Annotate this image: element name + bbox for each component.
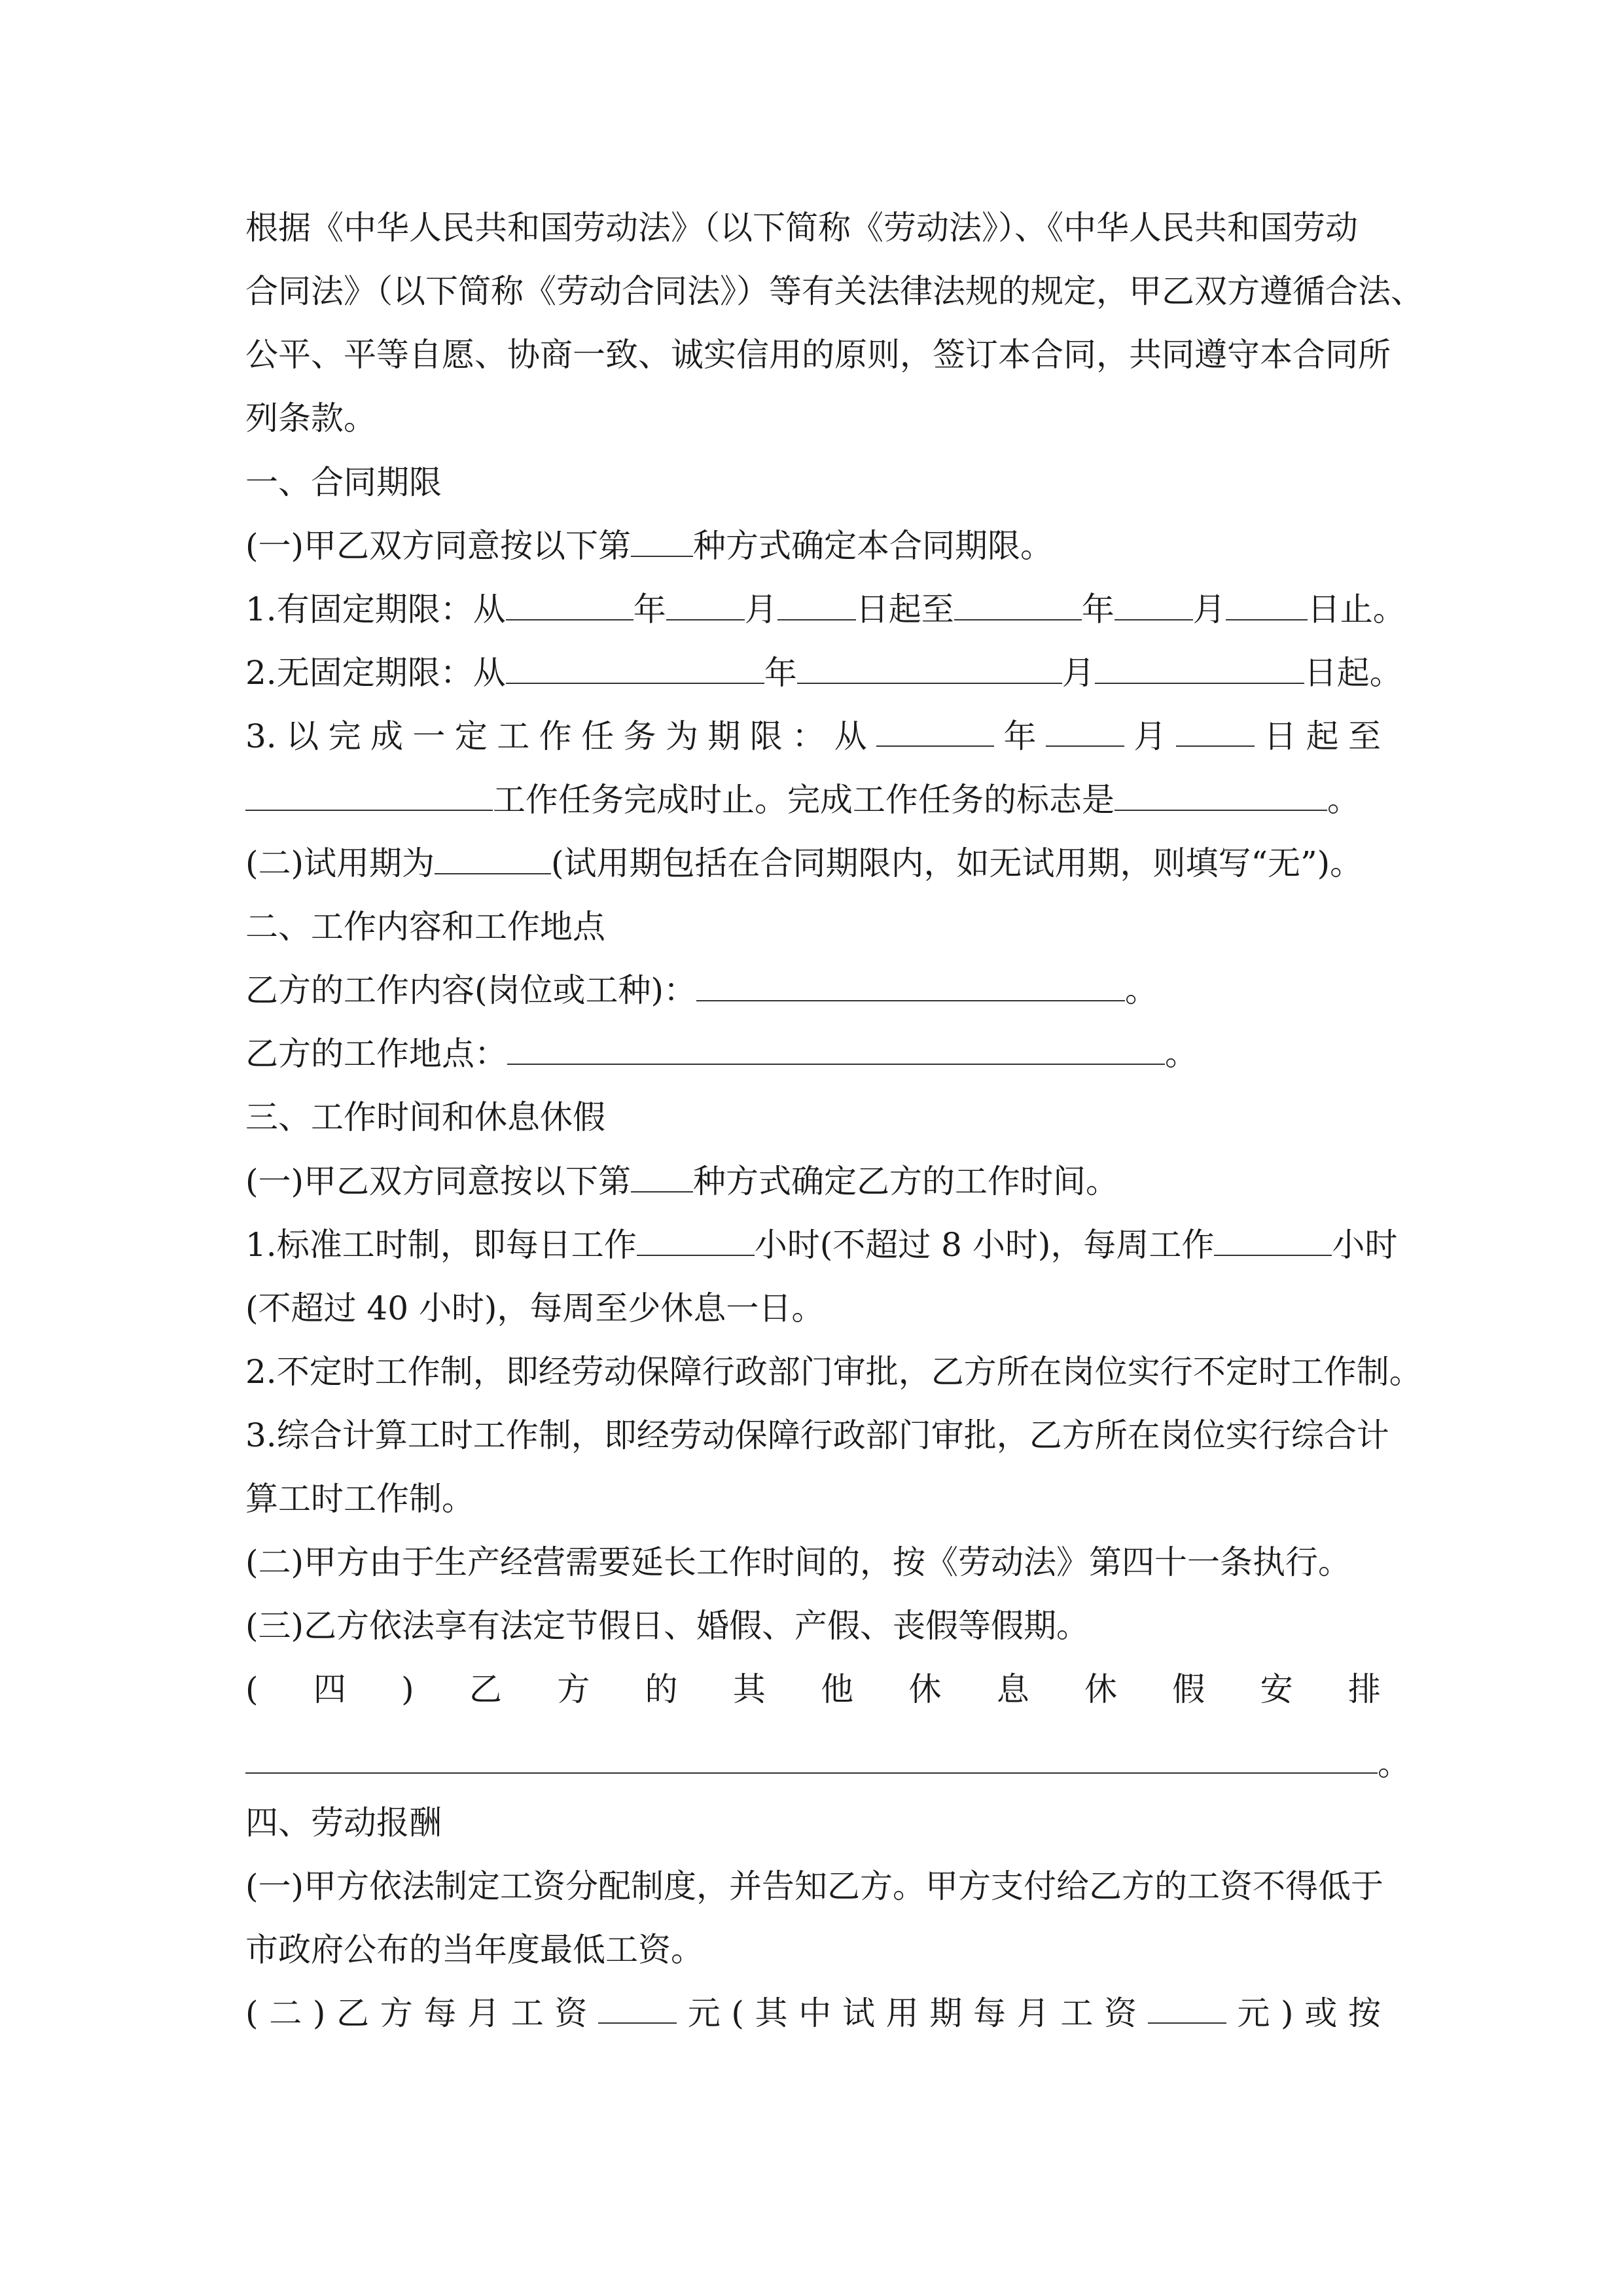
wage-char: 或 — [1304, 1994, 1338, 2032]
yuan-label: 元 — [1237, 1994, 1270, 2032]
fixed-month2-label: 月 — [1192, 590, 1226, 628]
standard-hours-line-1 — [245, 1225, 1398, 1265]
fixed-term-label: 1.有固定期限：从 — [245, 590, 506, 628]
other-leave-blank[interactable] — [245, 1772, 1378, 1774]
work-location-line — [245, 1034, 1381, 1073]
comprehensive-hours-line-2: 算工时工作制。 — [245, 1480, 474, 1518]
fixed-day-end-label: 日止。 — [1307, 590, 1406, 628]
task-term-line-2 — [245, 780, 1381, 819]
open-term-line — [245, 653, 1402, 692]
other-leave-char: 的 — [645, 1670, 678, 1708]
hours-choice-line — [245, 1162, 1381, 1201]
section-2-heading: 二、工作内容和工作地点 — [245, 908, 605, 946]
wage-char: 方 — [380, 1994, 413, 2032]
section-4-heading: 四、劳动报酬 — [245, 1804, 442, 1842]
work-content-period: 。 — [1125, 971, 1158, 1009]
monthly-wage-blank[interactable] — [598, 1994, 677, 2024]
task-char: 工 — [497, 717, 530, 755]
wage-char: 资 — [1103, 1994, 1137, 2032]
task-char: 一 — [412, 717, 446, 755]
standard-hours-text-b: 小时(不超过 8 小时)，每周工作 — [754, 1226, 1215, 1264]
term-choice-text-b: 种方式确定本合同期限。 — [693, 527, 1054, 565]
fixed-year-label: 年 — [633, 590, 666, 628]
fixed-start-day-blank[interactable] — [777, 590, 856, 620]
fixed-start-month-blank[interactable] — [666, 590, 745, 620]
task-start-char: 至 — [1348, 717, 1381, 755]
hours-choice-blank[interactable] — [631, 1162, 693, 1193]
wage-policy-line-2: 市政府公布的当年度最低工资。 — [245, 1931, 704, 1969]
wage-char: 中 — [798, 1994, 832, 2032]
other-leave-char: 休 — [1084, 1670, 1117, 1708]
task-char: 完 — [328, 717, 361, 755]
task-term-line-1 — [245, 717, 1381, 756]
probation-note: (试用期包括在合同期限内，如无试用期，则填写“无”)。 — [551, 844, 1363, 882]
fixed-term-line — [245, 590, 1406, 629]
monthly-wage-line — [245, 1994, 1381, 2033]
intro-line-2: 合同法》（以下简称《劳动合同法》）等有关法律法规的规定，甲乙双方遵循合法、 — [245, 272, 1423, 310]
task-char: ： — [792, 717, 825, 755]
wage-policy-line-1: (一)甲方依法制定工资分配制度，并告知乙方。甲方支付给乙方的工资不得低于 — [245, 1867, 1384, 1905]
probation-blank[interactable] — [435, 844, 551, 874]
fixed-month-label: 月 — [744, 590, 777, 628]
wage-char: 二 — [269, 1994, 302, 2032]
wage-char: ) — [312, 1994, 326, 2032]
open-start-month-blank[interactable] — [797, 654, 1062, 684]
task-char: 定 — [454, 717, 488, 755]
wage-char: 每 — [972, 1994, 1006, 2032]
probation-line — [245, 844, 1381, 883]
fixed-end-month-blank[interactable] — [1115, 590, 1193, 620]
intro-line-1: 根据《中华人民共和国劳动法》（以下简称《劳动法》）、《中华人民共和国劳动 — [245, 209, 1358, 247]
task-start-year-blank[interactable] — [876, 717, 994, 747]
wage-char: 用 — [885, 1994, 919, 2032]
other-leave-char: 息 — [996, 1670, 1029, 1708]
term-choice-line — [245, 526, 1381, 565]
work-content-line — [245, 971, 1381, 1010]
other-leave-char: 假 — [1172, 1670, 1205, 1708]
wage-char: ) — [1281, 1994, 1294, 2032]
wage-char: 月 — [467, 1994, 501, 2032]
other-leave-char: 乙 — [469, 1670, 502, 1708]
fixed-day-from-label: 日起至 — [855, 590, 954, 628]
other-leave-char: 四 — [313, 1670, 346, 1708]
wage-char: 资 — [554, 1994, 588, 2032]
flexible-hours-line: 2.不定时工作制，即经劳动保障行政部门审批，乙方所在岗位实行不定时工作制。 — [245, 1353, 1422, 1391]
task-char: 3. — [245, 717, 277, 755]
fixed-year2-label: 年 — [1081, 590, 1115, 628]
standard-hours-line-2: (不超过 40 小时)，每周至少休息一日。 — [245, 1289, 825, 1327]
task-month-label: 月 — [1133, 717, 1167, 755]
wage-char: 期 — [929, 1994, 963, 2032]
task-char: 作 — [539, 717, 572, 755]
wage-char: 月 — [1016, 1994, 1050, 2032]
fixed-end-day-blank[interactable] — [1226, 590, 1308, 620]
standard-hours-text-a: 1.标准工时制，即每日工作 — [245, 1226, 637, 1264]
task-start-month-blank[interactable] — [1046, 717, 1124, 747]
task-char: 从 — [834, 717, 867, 755]
section-1-heading: 一、合同期限 — [245, 463, 442, 501]
other-leave-char: 休 — [908, 1670, 942, 1708]
other-leave-char: 其 — [732, 1670, 766, 1708]
work-location-label: 乙方的工作地点： — [245, 1035, 507, 1073]
task-marker-blank[interactable] — [1115, 781, 1327, 811]
wage-char: 按 — [1347, 1994, 1381, 2032]
task-year-label: 年 — [1003, 717, 1037, 755]
wage-char: 每 — [423, 1994, 457, 2032]
task-char: 限 — [749, 717, 783, 755]
other-leave-line — [245, 1670, 1381, 1709]
task-end-period: 。 — [1327, 781, 1360, 819]
open-year-label: 年 — [764, 654, 797, 692]
task-char: 期 — [707, 717, 741, 755]
hours-choice-text-a: (一)甲乙双方同意按以下第 — [245, 1162, 632, 1200]
wage-char: 试 — [842, 1994, 875, 2032]
overtime-line: (二)甲方由于生产经营需要延长工作时间的，按《劳动法》第四十一条执行。 — [245, 1543, 1351, 1581]
task-start-day-blank[interactable] — [1176, 717, 1255, 747]
task-char: 成 — [370, 717, 403, 755]
open-start-day-blank[interactable] — [1095, 654, 1304, 684]
work-location-period: 。 — [1165, 1035, 1198, 1073]
fixed-end-year-blank[interactable] — [954, 590, 1082, 620]
wage-char: ( — [731, 1994, 744, 2032]
term-choice-blank[interactable] — [631, 527, 693, 557]
other-leave-char: 安 — [1260, 1670, 1293, 1708]
task-char: 务 — [623, 717, 656, 755]
standard-hours-text-c: 小时 — [1332, 1226, 1398, 1264]
other-leave-char: 方 — [557, 1670, 590, 1708]
section-3-heading: 三、工作时间和休息休假 — [245, 1098, 605, 1136]
comprehensive-hours-line-1: 3.综合计算工时工作制，即经劳动保障行政部门审批，乙方所在岗位实行综合计 — [245, 1416, 1389, 1454]
other-leave-char: 他 — [821, 1670, 854, 1708]
task-char: 以 — [286, 717, 319, 755]
wage-char: 乙 — [336, 1994, 370, 2032]
work-location-blank[interactable] — [507, 1035, 1165, 1065]
weekly-hours-blank[interactable] — [1214, 1226, 1332, 1256]
term-choice-text-a: (一)甲乙双方同意按以下第 — [245, 527, 632, 565]
fixed-start-year-blank[interactable] — [506, 590, 633, 620]
holidays-line: (三)乙方依法享有法定节假日、婚假、产假、丧假等假期。 — [245, 1607, 1090, 1645]
other-leave-char: ) — [401, 1670, 414, 1708]
probation-label: (二)试用期为 — [245, 844, 435, 882]
other-leave-char: 排 — [1347, 1670, 1381, 1708]
open-term-label: 2.无固定期限：从 — [245, 654, 506, 692]
yuan-label: 元 — [687, 1994, 721, 2032]
probation-wage-blank[interactable] — [1148, 1994, 1226, 2024]
daily-hours-blank[interactable] — [637, 1226, 755, 1256]
task-end-blank[interactable] — [245, 781, 493, 811]
intro-line-3: 公平、平等自愿、协商一致、诚实信用的原则，签订本合同，共同遵守本合同所 — [245, 336, 1391, 374]
wage-char: 工 — [1060, 1994, 1094, 2032]
open-start-year-blank[interactable] — [506, 654, 764, 684]
task-char: 为 — [665, 717, 698, 755]
open-month-label: 月 — [1061, 654, 1095, 692]
other-leave-char: ( — [245, 1670, 259, 1708]
task-day-label: 日 — [1264, 717, 1297, 755]
hours-choice-text-b: 种方式确定乙方的工作时间。 — [693, 1162, 1119, 1200]
task-char: 任 — [581, 717, 615, 755]
task-start-char: 起 — [1306, 717, 1339, 755]
other-leave-period: 。 — [1378, 1745, 1410, 1783]
wage-char: 工 — [510, 1994, 544, 2032]
wage-char: 其 — [755, 1994, 788, 2032]
open-day-label: 日起。 — [1304, 654, 1402, 692]
work-content-blank[interactable] — [696, 971, 1125, 1001]
intro-line-4: 列条款。 — [245, 399, 376, 437]
task-end-text: 工作任务完成时止。完成工作任务的标志是 — [493, 781, 1115, 819]
work-content-label: 乙方的工作内容(岗位或工种)： — [245, 971, 697, 1009]
wage-char: ( — [245, 1994, 259, 2032]
